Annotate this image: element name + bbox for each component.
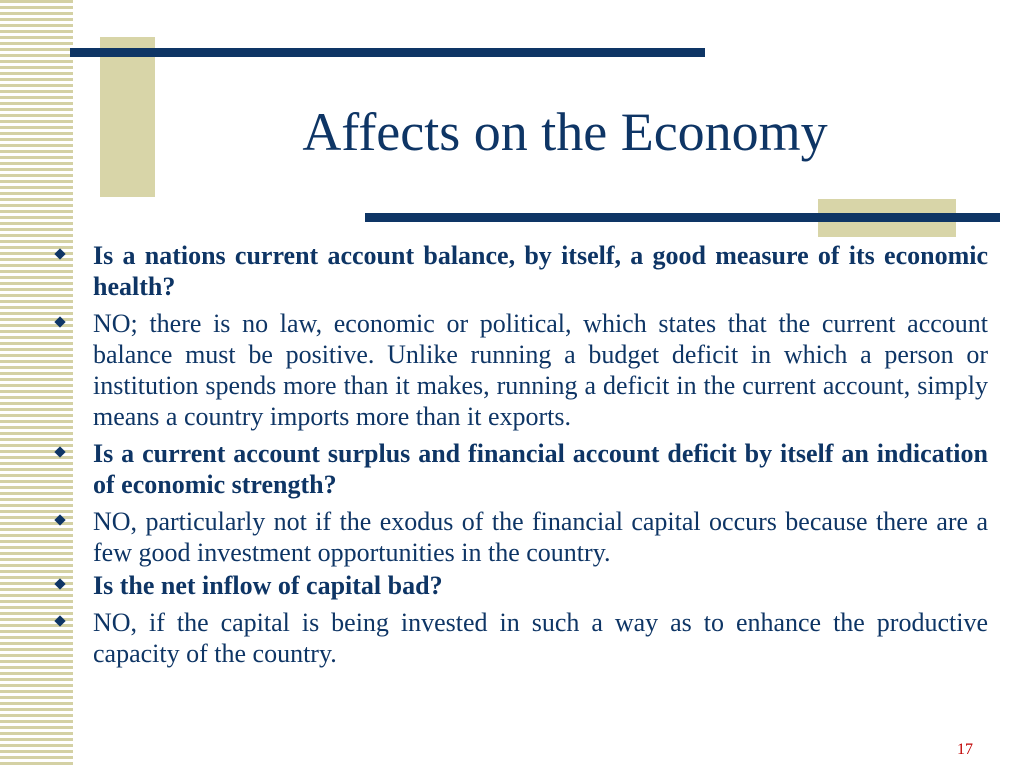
- decorative-bar-top: [70, 48, 705, 57]
- bullet-answer: NO, if the capital is being invested in such a way as to enhance the productive capacity of the country.: [93, 608, 988, 668]
- decorative-bar-bottom: [365, 213, 1000, 222]
- bullet-answer: NO; there is no law, economic or political, which states that the current account balance must be positive. Unlike running a budget deficit in which a person or institution spends more than it makes, running a deficit in the current account, simply means a country imports more than it exports.: [93, 309, 988, 431]
- page-number: 17: [957, 741, 973, 758]
- bullet-answer: NO, particularly not if the exodus of the financial capital occurs because there are a few good investment opportunities in the country.: [93, 507, 988, 567]
- bullet-question: Is a nations current account balance, by itself, a good measure of its economic health?: [93, 241, 988, 301]
- diamond-bullet-icon: [54, 446, 65, 457]
- bullet-question: Is a current account surplus and financial account deficit by itself an indication of economic strength?: [93, 439, 988, 499]
- diamond-bullet-icon: [54, 316, 65, 327]
- bullet-item: [50, 308, 988, 432]
- bullet-item: [50, 506, 988, 568]
- bullet-item: [50, 240, 988, 302]
- diamond-bullet-icon: [54, 615, 65, 626]
- bullet-item: [50, 570, 988, 601]
- slide-title: Affects on the Economy: [302, 102, 828, 162]
- bullet-item: [50, 438, 988, 500]
- bullet-question: Is the net inflow of capital bad?: [93, 571, 443, 600]
- bullet-list: [50, 240, 988, 675]
- bullet-item: [50, 607, 988, 669]
- diamond-bullet-icon: [54, 248, 65, 259]
- diamond-bullet-icon: [54, 514, 65, 525]
- diamond-bullet-icon: [54, 578, 65, 589]
- decorative-block-top: [100, 37, 155, 197]
